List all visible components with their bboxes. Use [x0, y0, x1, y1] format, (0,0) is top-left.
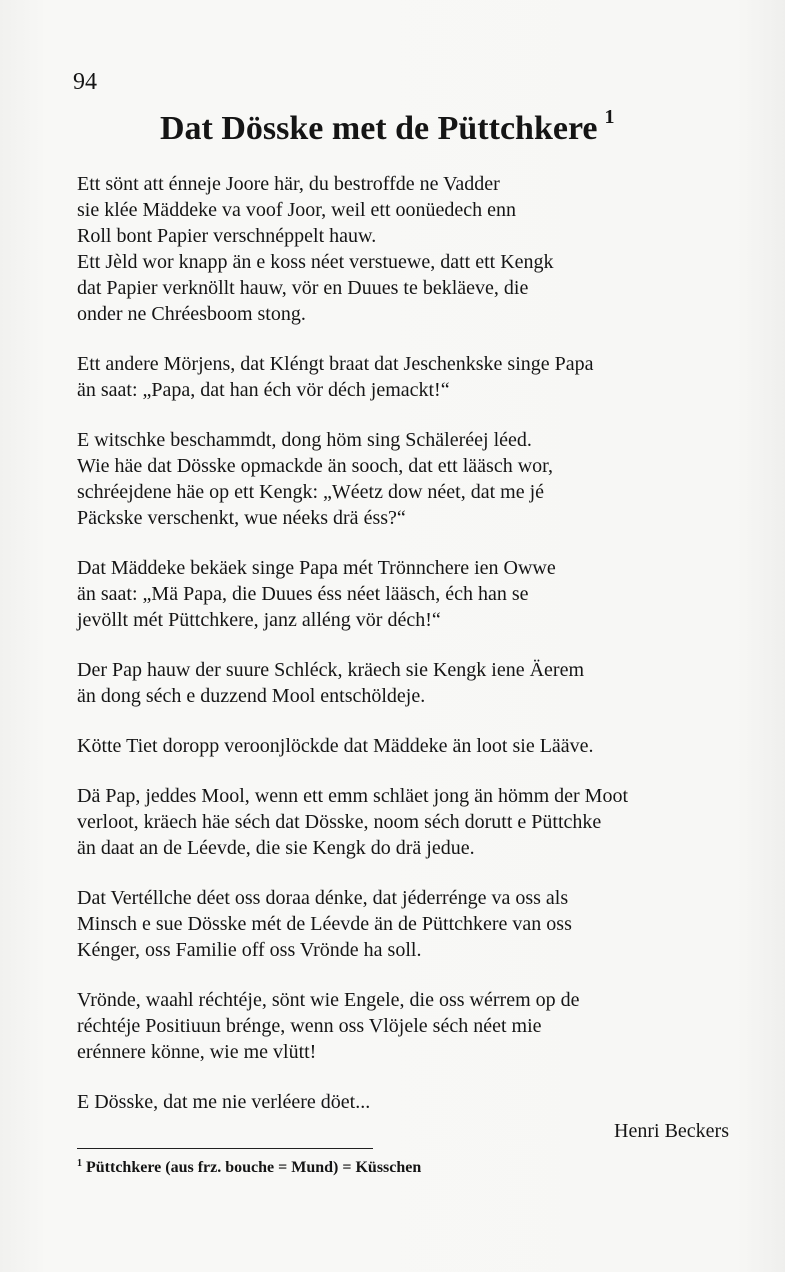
story-line: Vrönde, waahl réchtéje, sönt wie Engele, die oss wérrem op de	[77, 989, 580, 1011]
story-line: Kötte Tiet doropp veroonjlöckde dat Mäddeke än loot sie Lääve.	[77, 735, 594, 757]
story-paragraph	[77, 987, 727, 1065]
story-paragraph	[77, 351, 727, 403]
title-footnote-marker: 1	[604, 106, 615, 128]
story-line: Der Pap hauw der suure Schléck, kräech sie Kengk iene Äerem	[77, 659, 585, 681]
story-paragraph	[77, 885, 727, 963]
story-line: E witschke beschammdt, dong höm sing Schäleréej léed.	[77, 429, 532, 451]
story-title	[160, 97, 615, 149]
story-line: än dong séch e duzzend Mool entschöldeje.	[77, 685, 426, 707]
story-line: Dat Vertéllche déet oss doraa dénke, dat jéderrénge va oss als	[77, 887, 569, 909]
page-number: 94	[73, 69, 97, 95]
story-line: sie klée Mäddeke va voof Joor, weil ett oonüedech enn	[77, 199, 517, 221]
story-line: erénnere könne, wie me vlütt!	[77, 1041, 317, 1063]
story-line: dat Papier verknöllt hauw, vör en Duues te bekläeve, die	[77, 277, 529, 299]
story-line: än saat: „Papa, dat han éch vör déch jemackt!“	[77, 379, 450, 401]
story-paragraph	[77, 1089, 727, 1115]
story-line: än saat: „Mä Papa, die Duues éss néet lääsch, éch han se	[77, 583, 529, 605]
footnote-marker: 1	[77, 1158, 82, 1169]
story-line: än daat an de Léevde, die sie Kengk do drä jedue.	[77, 837, 475, 859]
footnote-separator	[77, 1148, 373, 1149]
story-line: Dat Mäddeke bekäek singe Papa mét Trönnchere ien Owwe	[77, 557, 556, 579]
story-line: Kénger, oss Familie off oss Vrönde ha soll.	[77, 939, 422, 961]
story-line: onder ne Chréesboom stong.	[77, 303, 306, 325]
footnote-text: Püttchkere (aus frz. bouche = Mund) = Küsschen	[86, 1159, 422, 1176]
story-line: Ett Jèld wor knapp än e koss néet verstuewe, datt ett Kengk	[77, 251, 554, 273]
story-line: schréejdene häe op ett Kengk: „Wéetz dow néet, dat me jé	[77, 481, 545, 503]
story-paragraph	[77, 657, 727, 709]
story-line: Minsch e sue Dösske mét de Léevde än de Püttchkere van oss	[77, 913, 572, 935]
story-line: Ett sönt att énneje Joore här, du bestroffde ne Vadder	[77, 173, 500, 195]
story-line: verloot, kräech häe séch dat Dösske, noom séch dorutt e Püttchke	[77, 811, 602, 833]
story-paragraph	[77, 783, 727, 861]
story-line: réchtéje Positiuun brénge, wenn oss Vlöjele séch néet mie	[77, 1015, 542, 1037]
story-line: Roll bont Papier verschnéppelt hauw.	[77, 225, 377, 247]
story-paragraph	[77, 555, 727, 633]
story-line: E Dösske, dat me nie verléere döet...	[77, 1091, 371, 1113]
story-body	[77, 171, 727, 1139]
author-name: Henri Beckers	[614, 1120, 729, 1142]
footnote	[77, 1154, 421, 1178]
story-line: Ett andere Mörjens, dat Kléngt braat dat Jeschenkske singe Papa	[77, 353, 594, 375]
story-title-text: Dat Dösske met de Püttchkere	[160, 110, 598, 147]
story-paragraph	[77, 733, 727, 759]
story-line: Päckske verschenkt, wue néeks drä éss?“	[77, 507, 406, 529]
story-line: Wie häe dat Dösske opmackde än sooch, dat ett lääsch wor,	[77, 455, 554, 477]
story-paragraph	[77, 427, 727, 531]
story-line: Dä Pap, jeddes Mool, wenn ett emm schläet jong än hömm der Moot	[77, 785, 629, 807]
story-line: jevöllt mét Püttchkere, janz alléng vör déch!“	[77, 609, 441, 631]
story-paragraph	[77, 171, 727, 327]
